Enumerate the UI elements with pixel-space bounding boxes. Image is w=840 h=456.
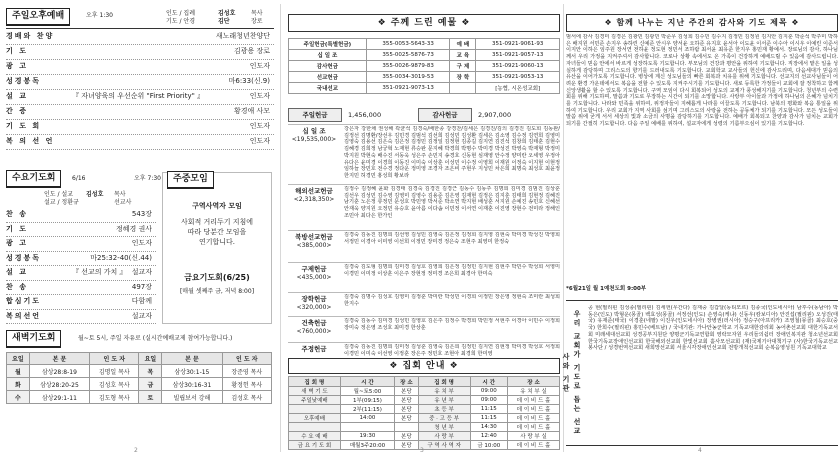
- offering-category: [288, 124, 560, 183]
- table-cell: [340, 423, 394, 432]
- order-item-label: 기 도: [6, 47, 28, 55]
- offering-category: [288, 184, 560, 229]
- category-names: 김경숙 김도형 김명희 김미경 김성호 김영희 김은정 김정민 김지현 김현주 박민수 박성희 서영미 이경민 이미정 이상훈 이은주 장현정 정미경 조은희 최경아 한미숙: [344, 264, 560, 277]
- wednesday-time: 오후 7:30: [134, 175, 161, 182]
- account-cell: 주일헌금(특별헌금): [289, 39, 367, 50]
- category-amount: <760,000>: [296, 328, 332, 335]
- category-names: 김정수 김정혜 윤화 김경태 김경숙 김경진 김경근 김동수 김동주 김명희 김미경 김범진 김상훈 김선우 김성민 김수영 김영미 김영수 김용준 김은영 김재현 김정은 김지훈 김태희 김현정 김혜진 남기훈 노은정 류정민 문성호 박민영 박서준 박소연 박지현 배성훈 서지원 손예진 송민호 신혜선 안재욱 양지원 오정민 유승호 윤아름 이다솜 이민정 이서연 이재훈 이진영 장현수 전미라 정해인 조민아 최다은 한가인: [344, 186, 560, 219]
- table-cell: 주일낮예배: [289, 396, 341, 405]
- table-cell: 삼상28:20-25: [29, 378, 89, 391]
- table-cell: 데 이 비 드 홀: [508, 405, 560, 414]
- weekly-meetings-title: 주중모임: [167, 171, 214, 189]
- table-cell: 유 치 부 실: [508, 387, 560, 396]
- supported-missions-label: 우리 교회가 기도로 돕는 선교사와 기관: [562, 310, 581, 436]
- page-number: 3: [420, 447, 424, 454]
- table-cell: 금 요 기 도 회: [289, 441, 341, 450]
- order-item: [6, 266, 156, 278]
- summary-amount: 1,456,000: [348, 111, 382, 119]
- account-cell: 선교헌금: [289, 72, 367, 83]
- order-item-person: 설교자: [131, 268, 152, 276]
- table-cell: 삼상30:16-31: [162, 378, 222, 391]
- order-item-label: 복 의 선 언: [6, 137, 55, 145]
- order-item-person: 497장: [131, 282, 152, 291]
- row-divider: [6, 323, 156, 324]
- account-cell: 감사헌금: [289, 61, 367, 72]
- order-item-person: 마25:32-40(신.44): [90, 253, 152, 262]
- wednesday-order-list: [6, 208, 156, 326]
- table-cell: 삼상30:1-15: [162, 365, 222, 378]
- category-label: 장학헌금: [301, 295, 327, 303]
- table-cell: 빌립보서 강해: [162, 391, 222, 404]
- afternoon-service-time: 오후 1:30: [86, 12, 113, 19]
- order-item-person: 인도자: [249, 92, 270, 100]
- order-item-label: 합심기도: [6, 297, 42, 305]
- order-item-person: 설교자: [131, 311, 152, 320]
- weekly-meeting-notice-2: 따라 당분간 모임을: [187, 228, 247, 236]
- account-cell: 교 육: [450, 50, 476, 61]
- offering-summary: [288, 108, 560, 122]
- order-item: [6, 310, 156, 322]
- table-header: 본 문: [29, 353, 89, 365]
- row-divider: [6, 149, 274, 150]
- order-item: [6, 252, 156, 264]
- afternoon-service-title: 주일오후예배: [6, 8, 70, 26]
- table-cell: 매월3주20:00: [340, 441, 394, 450]
- afternoon-prayer-label: 기도 / 안경: [166, 18, 196, 25]
- divider: [6, 28, 274, 29]
- offerings-title: ❖ 주께 드린 예물 ❖: [288, 14, 560, 32]
- category-amount: <19,535,000>: [291, 136, 337, 143]
- account-cell: 351-0921-9073-13: [366, 83, 450, 94]
- order-item: [6, 60, 274, 72]
- account-cell: 355-0053-5643-33: [366, 39, 450, 50]
- table-cell: [289, 405, 341, 414]
- category-label: 주정헌금: [301, 345, 327, 353]
- order-item-label: 찬 송: [6, 282, 28, 291]
- afternoon-prayer-role: 장로: [251, 18, 263, 25]
- table-header: 집 회 명: [289, 377, 341, 387]
- table-cell: 목: [139, 365, 162, 378]
- wednesday-service-title: 수요기도회: [6, 170, 61, 188]
- summary-label: 감사헌금: [418, 108, 472, 122]
- table-cell: 수: [7, 391, 30, 404]
- account-cell: 355-0025-5876-73: [366, 50, 450, 61]
- order-item: [6, 30, 274, 42]
- bulletin-page-2: [6, 0, 274, 456]
- table-cell: 본당: [395, 414, 419, 423]
- order-item-label: 찬 송: [6, 210, 28, 218]
- category-label: 건축헌금: [301, 319, 327, 327]
- order-item-person: 인도자: [249, 137, 270, 145]
- table-cell: 오후예배: [289, 414, 341, 423]
- category-label: 해외선교헌금: [295, 187, 333, 195]
- table-row: [289, 414, 560, 423]
- table-header: 장 소: [395, 377, 419, 387]
- order-item-person: 김광용 장로: [233, 47, 270, 55]
- order-item-detail: 『 선교의 가치 』: [72, 268, 127, 276]
- meetings-table: [288, 376, 560, 450]
- table-cell: [289, 423, 341, 432]
- order-item-person: 인도자: [131, 239, 152, 247]
- table-row: [7, 365, 272, 378]
- table-row: [7, 378, 272, 391]
- table-header: 인 도 자: [90, 353, 139, 365]
- table-cell: 김성호 목사: [90, 378, 139, 391]
- table-cell: 09:00: [470, 387, 508, 396]
- order-item: [6, 120, 274, 132]
- table-header: 본 문: [162, 353, 222, 365]
- prayer-topics-body: 범서에 감사 김경미 김경은 김광민 김광민 박준우 김성희 김수민 김수지 김정민 김정원 김지안 김지훈 박준석 박주미 박하은 배지원 서민준 손지우 송하린 신예준 안시우 양서윤 오하준 유지호 윤서아 이도윤 이서준 이수아 이시우 이예린 이준서 이지안 이하은 임주원 장서연 전하윤 정도현 정민서 조하람 최서윤 최유준 한지우 홍민재 황예서. 장로님의 감사, 하나님께서 우리 가정을 지켜주셔서 감사합니다. 코로나 상황 속에서도 온 가족이 건강하게 예배드릴 수 있음에 감사드립니다. 자녀들이 믿음 안에서 바르게 성장하도록 기도합니다. 부모님의 건강과 평안을 위하여 기도합니다. 직장에서 맡은 일을 성실하게 감당하며 그리스도의 향기를 드러내도록 기도합니다. 교회학교 교사들의 헌신에 감사드리며, 다음세대가 믿음의 유산을 이어가도록 기도합니다. 병상에 계신 성도님들의 빠른 회복과 치유를 위해 기도합니다. 선교지의 선교사님들이 어려운 환경 가운데에서도 복음을 전할 수 있도록 지켜주시기를 기도합니다. 새로 등록한 가정들이 교회에 잘 정착하고 함께 신앙생활을 할 수 있도록 기도합니다. 구역 모임이 다시 회복되어 성도의 교제가 풍성해지기를 기도합니다. 청년부의 수련회를 위해 기도하며, 말씀과 기도로 무장하는 시간이 되기를 소망합니다. 사랑부 아이들과 가정에 하나님의 은혜가 넘치기를 기도합니다. 나라와 민족을 위하여, 위정자들이 지혜롭게 나라를 이끌도록 기도합니다. 남북의 평화와 복음 통일을 위하여 기도합니다. 우리 교회가 지역 사회를 섬기며 그리스도의 사랑을 전하는 공동체가 되기를 기도합니다. 모든 성도들이 말씀 위에 굳게 서서 세상의 빛과 소금의 사명을 감당하기를 기도합니다. 예배가 회복되고 찬양과 감사가 넘치는 교회가 되기를 간절히 기도합니다. 다음 주일 예배를 위하여, 설교자에게 성령의 기름부으심이 있기를 기도합니다.: [566, 34, 838, 128]
- wednesday-lead-name: 김성호: [86, 191, 104, 198]
- account-cell: 351-0921-9061-93: [476, 39, 560, 50]
- weekly-meeting-notice-3: 연기합니다.: [198, 238, 236, 246]
- category-label: 십 일 조: [302, 127, 326, 135]
- summary-label: 주일헌금: [288, 108, 342, 122]
- table-cell: 김도형 목사: [90, 391, 139, 404]
- afternoon-lead-label: 인도 / 집례: [166, 10, 196, 17]
- afternoon-lead-role: 목사: [251, 10, 263, 17]
- table-header: 요일: [139, 353, 162, 365]
- table-cell: 데 이 비 드 홀: [508, 396, 560, 405]
- order-item-label: 설 교: [6, 268, 28, 276]
- table-header: 요일: [7, 353, 30, 365]
- dawn-prayer-note: 월~토 5시, 주일 자유로 (실시간예배교제 참여가능합니다.): [78, 335, 233, 342]
- order-item: [6, 135, 274, 147]
- table-cell: 월: [7, 365, 30, 378]
- wednesday-lead-label: 인도 / 설교: [44, 191, 74, 198]
- account-cell: 십 일 조: [289, 50, 367, 61]
- order-item-label: 성경봉독: [6, 77, 42, 85]
- offering-category: [288, 292, 560, 315]
- account-cell: 355-0034-3019-53: [366, 72, 450, 83]
- table-cell: 본당: [395, 405, 419, 414]
- order-item-label: 복의선언: [6, 311, 42, 320]
- table-cell: 김명일 목사: [90, 365, 139, 378]
- account-cell: 351-0921-9057-13: [476, 50, 560, 61]
- table-row: [289, 432, 560, 441]
- offering-accounts-table: [288, 38, 560, 94]
- table-header: 시 간: [470, 377, 508, 387]
- table-row: [289, 441, 560, 450]
- account-row: [289, 72, 560, 83]
- table-cell: 11:15: [470, 414, 508, 423]
- order-item: [6, 90, 274, 102]
- table-cell: 본당: [395, 396, 419, 405]
- table-row: [7, 391, 272, 404]
- order-item: [6, 281, 156, 293]
- order-item-label: 기 도: [6, 224, 28, 233]
- table-header: 인 도 자: [222, 353, 271, 365]
- order-item-label: 설 교: [6, 92, 28, 100]
- offering-category: [288, 262, 560, 291]
- table-cell: 본당: [395, 432, 419, 441]
- weekly-meeting-notice-1: 사회적 거리두기 지침에: [180, 218, 254, 226]
- order-item-person: 황경애 사모: [233, 107, 270, 115]
- order-item-label: 간 증: [6, 107, 28, 115]
- table-cell: 김성호 목사: [222, 391, 271, 404]
- table-cell: 수 요 예 배: [289, 432, 341, 441]
- table-cell: 유 년 부: [418, 396, 470, 405]
- table-cell: 본당: [395, 387, 419, 396]
- table-cell: 금: [139, 378, 162, 391]
- order-item-person: 다함께: [131, 297, 152, 305]
- supported-missions-list: 공 현(필리핀 김성종(필리핀) 김세헌(우간다) 김재중 김갑달(동티모르) 김종국(인도네시아) 남후수(동남아) 박동은(인도) 박형운(몽골) 백효성(몽골) 서정선(인도) 손영숙(케냐) 신동우(캄보디아) 안진섭(필리핀) 오성진(태국) 유재준(태국) 이경훈(네팔) 이진우(인도네시아) 장병권(러시아) 정승구(아프리카) 조영철(몽골) 최승호(중국) 한희수(필리핀) 홍민수(베트남) / 국내기관: 가나안농군학교 기독교대한감리회 농어촌선교회 대한기독교서회 미래세대선교회 성경공부지원단 양평군기독교연합회 영락모자원 우리들의쉼터 장애인복지관 청소년선교회 한국기독교장애인선교회 한국해외선교회 한빛선교회 홀사모선교회 (재)국제기아대책기구 (사)한국기독교선교봉사단 / 성경번역선교회 새희망선교회 서울시각장애인선교회 전방개척선교회 순복음영성원 기독교대학교: [588, 305, 838, 352]
- table-cell: 중 · 고 등 부: [418, 414, 470, 423]
- table-cell: 토: [139, 391, 162, 404]
- account-cell: 구 제: [450, 61, 476, 72]
- table-cell: 14:30: [470, 423, 508, 432]
- category-amount: <435,000>: [296, 274, 332, 281]
- summary-amount: 2,907,000: [478, 111, 512, 119]
- order-item-person: 543장: [131, 210, 152, 218]
- afternoon-lead-name: 김성호: [218, 10, 236, 17]
- offering-categories: [288, 124, 560, 356]
- friday-prayer-time: [매월 셋째주 금, 저녁 8:00]: [179, 288, 255, 295]
- table-cell: 데 이 비 드 홀: [508, 441, 560, 450]
- order-item-detail: 『 자녀양육의 우선순위 "First Priority" 』: [72, 92, 205, 100]
- afternoon-prayer-name: 김단: [218, 18, 230, 25]
- category-amount: <320,000>: [296, 304, 332, 311]
- weekly-meeting-name: 구역사역자 모임: [192, 202, 242, 210]
- account-cell: 351-0921-9060-13: [476, 61, 560, 72]
- account-cell: [농협, 시온성교회]: [476, 83, 560, 94]
- order-item-label: 기 도 회: [6, 122, 42, 130]
- table-cell: 유 치 부: [418, 387, 470, 396]
- order-item-person: 마6:33(신.9): [228, 77, 270, 85]
- order-item: [6, 237, 156, 249]
- table-cell: 삼상28:8-19: [29, 365, 89, 378]
- table-cell: 새 벽 기 도: [289, 387, 341, 396]
- dawn-prayer-title: 새벽기도회: [6, 330, 61, 348]
- table-row: [289, 396, 560, 405]
- category-amount: <2,318,350>: [293, 196, 335, 203]
- afternoon-order-list: [6, 30, 274, 152]
- bulletin-page-3: [288, 0, 560, 456]
- wednesday-speaker-role: 선교사: [114, 199, 132, 206]
- table-cell: 삼상29:1-11: [29, 391, 89, 404]
- category-names: 강은자 강한채 권성해 곽균석 김경숙/배한종 강경찬/김세은 김경진/김의 김경진 김도희 김동완/김정선 김명환/장선우 김민경 김범석 김선희 김성민 김성환 김세은 김소영 김수정 김연희 김영미 김영숙 김용선 김은숙 김은정 김정민 김정일 김정현 김종길 김지연 김진석 김창희 김태훈 김현수 김혜경 김희정 남궁혁 노재현 류승완 문지혜 박경희 박명수 박미경 박성진 박영숙 박재형 박정미 박지원 박현숙 배수진 서동욱 성은주 손민지 송경호 신동현 심재영 안수정 양미란 오세영 우정아 유다은 윤미경 이경희 이동진 이미숙 이상훈 이성민 이수정 이영희 이재원 이정숙 이지현 이현정 임하늘 장민호 전수경 정다운 정미영 조경자 조은비 주현우 지성민 차은희 최명숙 최성호 최윤정 한지민 허경민 홍성희 황보라: [344, 126, 560, 179]
- wednesday-date: 6/16: [72, 175, 86, 182]
- account-cell: 장 학: [450, 72, 476, 83]
- account-cell: 예 배: [450, 39, 476, 50]
- table-cell: 월~토5:00: [340, 387, 394, 396]
- table-row: [289, 423, 560, 432]
- bulletin-page-4: [562, 0, 838, 456]
- order-item-person: 인도자: [249, 122, 270, 130]
- account-row: [289, 39, 560, 50]
- table-cell: 청 년 부: [418, 423, 470, 432]
- offering-category: [288, 316, 560, 341]
- account-row: [289, 50, 560, 61]
- order-item: [6, 105, 274, 117]
- table-cell: 사 랑 부: [418, 432, 470, 441]
- prayer-topics-title: ❖ 함께 나누는 지난 주간의 감사와 기도 제목 ❖: [566, 14, 838, 32]
- order-item: [6, 208, 156, 220]
- supported-missions-box: [562, 300, 838, 446]
- order-item-label: 성경봉독: [6, 253, 42, 262]
- order-item-person: 인도자: [249, 62, 270, 70]
- table-cell: 19:30: [340, 432, 394, 441]
- category-names: 김경숙 김동진 김명희 김선영 김성민 김영숙 김은정 김정희 김지영 김현숙 박미경 박성진 박영희 서정민 이경아 이미영 이선희 이정민 장미경 정은숙 조현주 최영미 한정숙: [344, 232, 560, 245]
- category-amount: <385,000>: [296, 242, 332, 249]
- table-cell: 데 이 비 드 홀: [508, 423, 560, 432]
- order-item-person: 새노래청년찬양단: [215, 32, 270, 40]
- account-cell: 351-0921-9053-13: [476, 72, 560, 83]
- table-cell: 12:40: [470, 432, 508, 441]
- table-cell: 화: [7, 378, 30, 391]
- friday-prayer-title: 금요기도회(6/25): [184, 273, 250, 282]
- order-item-label: 광 고: [6, 239, 28, 247]
- dawn-prayer-table: [6, 352, 272, 404]
- table-cell: 황정헌 목사: [222, 378, 271, 391]
- account-row: [289, 61, 560, 72]
- order-item-label: 경배와 찬양: [6, 32, 55, 40]
- category-names: 김경숙 김명수 김성호 김영미 김정훈 박미란 박성민 이경희 이정민 장은영 정현숙 조미란 최성희 한지수: [344, 294, 560, 307]
- table-cell: 2부(11:15): [340, 405, 394, 414]
- table-cell: 1부(09:15): [340, 396, 394, 405]
- weekly-meetings-box: [162, 172, 272, 324]
- table-header: 시 간: [340, 377, 394, 387]
- table-cell: 금 10:00: [470, 441, 508, 450]
- wednesday-lead-role: 목사: [114, 191, 126, 198]
- table-header: 장 소: [508, 377, 560, 387]
- table-row: [289, 405, 560, 414]
- order-item: [6, 75, 274, 87]
- order-item-person: 정혜경 권사: [115, 224, 152, 233]
- order-item: [6, 295, 156, 307]
- table-cell: 사 랑 부 실: [508, 432, 560, 441]
- wednesday-speaker-label: 설교 / 정환규: [44, 199, 79, 206]
- meetings-title: ❖ 집회 안내 ❖: [288, 358, 560, 374]
- table-cell: 09:00: [470, 396, 508, 405]
- order-item: [6, 223, 156, 235]
- category-names: 김경숙 김동진 김명희 김미정 김성훈 김영숙 김은희 김정민 김지연 김현정 박미경 박성호 서정희 이경민 이미숙 이선영 이정훈 장은주 정민호 조현아 최경희 한미영: [344, 344, 560, 357]
- offering-category: [288, 230, 560, 261]
- account-row: [289, 83, 560, 94]
- page-separator: [280, 4, 281, 452]
- table-cell: 데 이 비 드 홀: [508, 414, 560, 423]
- order-item: [6, 45, 274, 57]
- table-cell: 14:00: [340, 414, 394, 423]
- category-label: 북방선교헌금: [295, 233, 333, 241]
- table-cell: 장준영 목사: [222, 365, 271, 378]
- table-cell: 11:15: [470, 405, 508, 414]
- order-item-label: 광 고: [6, 62, 28, 70]
- category-label: 구제헌금: [301, 265, 327, 273]
- page-number: 4: [698, 447, 702, 454]
- table-cell: 본당: [395, 441, 419, 450]
- table-cell: 구 역 사 역 자: [418, 441, 470, 450]
- page-number: 2: [134, 447, 138, 454]
- table-cell: 초 등 부: [418, 405, 470, 414]
- account-cell: 355-0026-9879-83: [366, 61, 450, 72]
- account-cell: [450, 83, 476, 94]
- table-cell: [395, 423, 419, 432]
- category-names: 김경숙 김동수 김미경 김성민 김영호 김은주 김정수 박경희 박민정 서현주 이경아 이민수 이정희 장미숙 정은영 조성호 최미경 한상훈: [344, 318, 560, 331]
- table-header: 집 회 명: [418, 377, 470, 387]
- account-cell: 국내선교: [289, 83, 367, 94]
- table-row: [289, 387, 560, 396]
- prayer-date-note: *6월21일 월 1예천도회 9:00부: [566, 286, 647, 292]
